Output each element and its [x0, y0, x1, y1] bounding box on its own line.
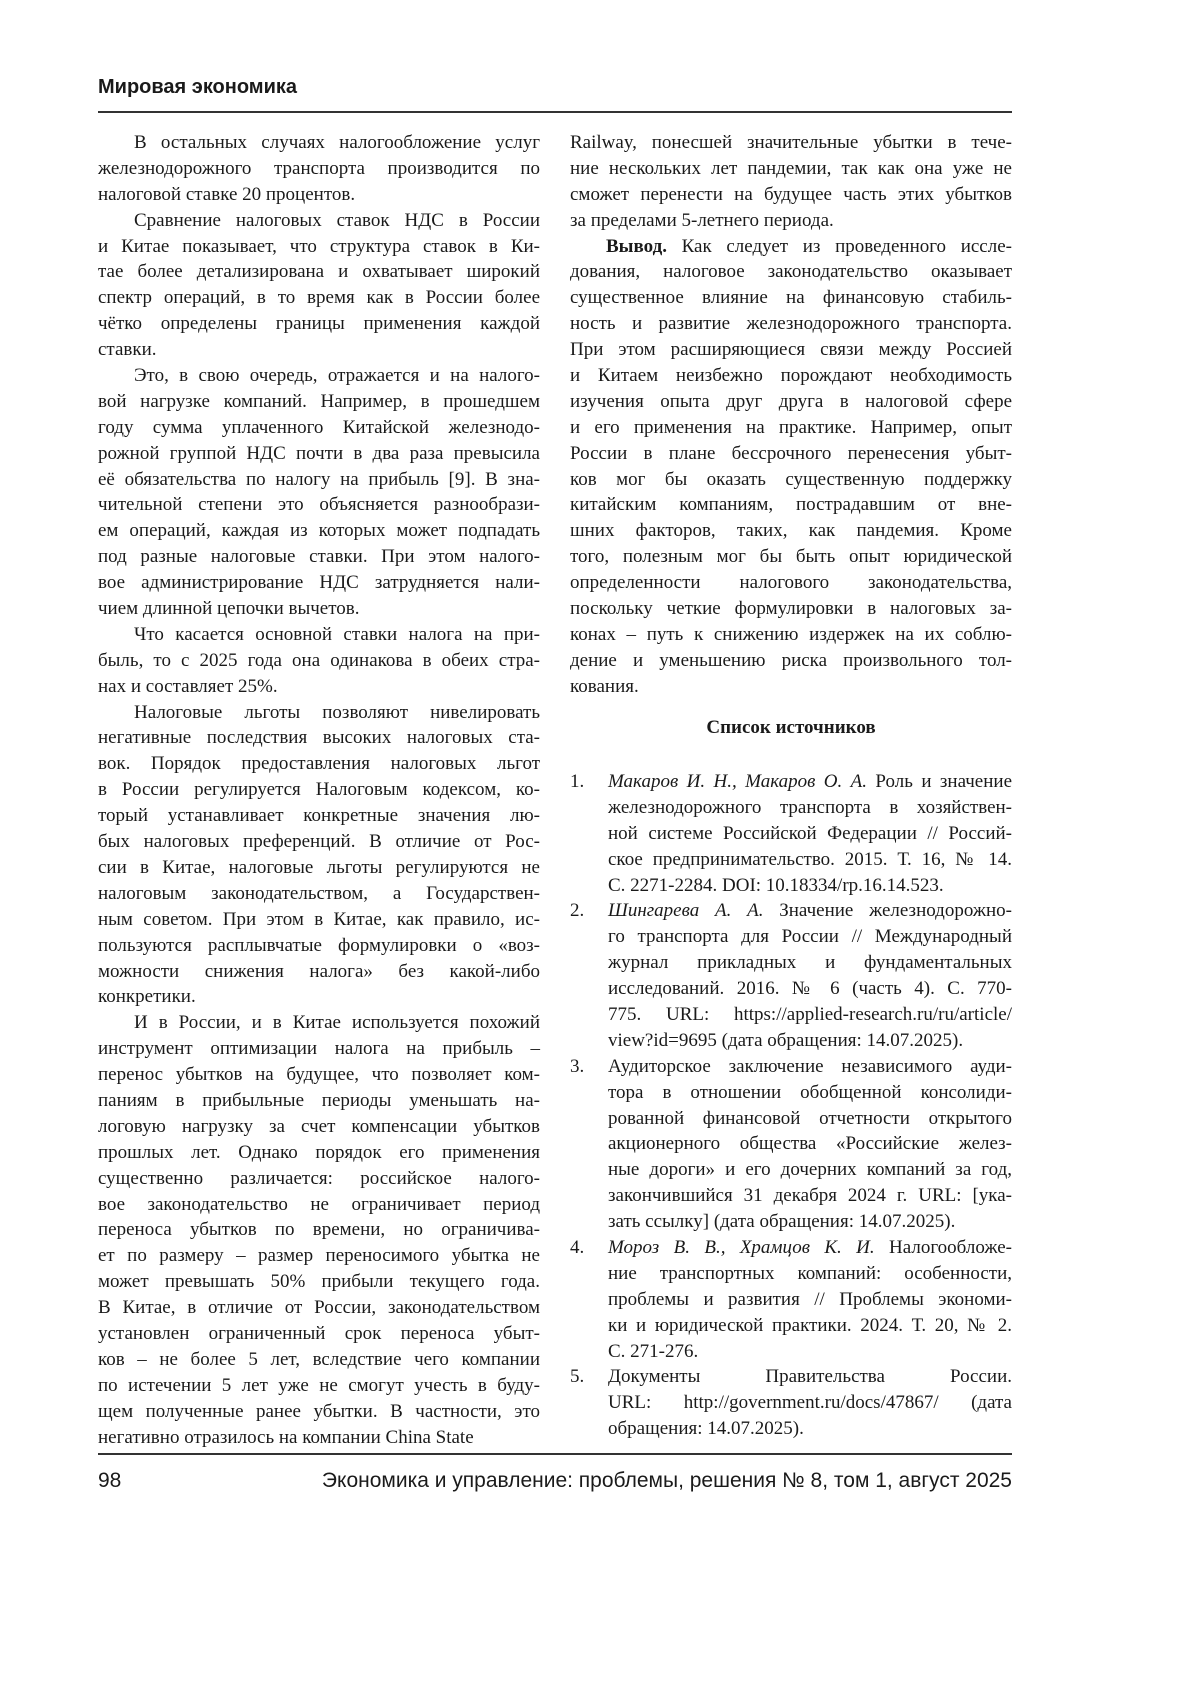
text-line: нах и составляет 25%. [98, 674, 540, 700]
text-line [570, 234, 1012, 260]
reference-number: 1. [570, 769, 584, 795]
paragraph [98, 700, 540, 1011]
text-line [608, 1183, 1012, 1209]
text-line-content: железнодорожного транспорта в хозяйствен- [608, 797, 1012, 818]
text-line [608, 1313, 1012, 1339]
text-line-content: Аудиторское заключение независимого ауди- [608, 1056, 1012, 1077]
text-line [608, 898, 1012, 924]
paragraph [570, 234, 1012, 700]
text-line: ным советом. При этом в Китае, как правило, ис- [98, 907, 540, 933]
text-line: ков – не более 5 лет, вследствие чего компании [98, 1347, 540, 1373]
reference-body [608, 898, 1012, 1053]
text-line: При этом расширяющиеся связи между Россией [570, 337, 1012, 363]
text-line-content: С. 2271-2284. DOI: 10.18334/rp.16.14.523. [608, 875, 944, 896]
text-line [608, 1287, 1012, 1313]
text-line: щем полученные ранее убытки. В частности, это [98, 1399, 540, 1425]
text-line [608, 847, 1012, 873]
text-line [608, 769, 1012, 795]
text-line: кования. [570, 674, 1012, 700]
text-line: конах – путь к снижению издержек на их соблю- [570, 622, 1012, 648]
text-line: поскольку четкие формулировки в налоговых за- [570, 596, 1012, 622]
text-line: рожной группой НДС почти в два раза превысила [98, 441, 540, 467]
text-line [608, 795, 1012, 821]
text-line: может превышать 50% прибыли текущего года. [98, 1269, 540, 1295]
reference-author: Мороз В. В., Храмцов К. И. [608, 1237, 875, 1258]
text-line-content: ки и юридической практики. 2024. Т. 20, № 2. [608, 1315, 1012, 1336]
text-line: вое администрирование НДС затрудняется нали- [98, 570, 540, 596]
reference-body [608, 1235, 1012, 1364]
text-line-content: ние транспортных компаний: особенности, [608, 1263, 1012, 1284]
reference-item [570, 1364, 1012, 1442]
references-list [570, 769, 1012, 1442]
text-line-content: Налогообложе- [875, 1237, 1012, 1258]
text-line [608, 821, 1012, 847]
text-line: за пределами 5-летнего периода. [570, 208, 1012, 234]
text-line: чётко определены границы применения каждой [98, 311, 540, 337]
text-line: году сумма уплаченного Китайской железнодо- [98, 415, 540, 441]
section-header: Мировая экономика [98, 76, 297, 99]
text-line: ставки. [98, 337, 540, 363]
text-line: ем операций, каждая из которых может подпадать [98, 518, 540, 544]
text-line: прошлых лет. Однако порядок его применения [98, 1140, 540, 1166]
text-line-content: Как следует из проведенного иссле- [682, 236, 1012, 257]
text-line [608, 1209, 1012, 1235]
text-line: ность и развитие железнодорожного транспорта. [570, 311, 1012, 337]
text-line: вой нагрузке компаний. Например, в прошедшем [98, 389, 540, 415]
text-line-content: акционерного общества «Российские желез- [608, 1133, 1012, 1154]
text-line: её обязательства по налогу на прибыль [9]. В зна- [98, 467, 540, 493]
text-line-content: ные дороги» и его дочерних компаний за год, [608, 1159, 1012, 1180]
text-line-content: го транспорта для России // Международный [608, 926, 1012, 947]
text-line: паниям в прибыльные периоды уменьшать на- [98, 1088, 540, 1114]
reference-author: Шингарева А. А. [608, 900, 763, 921]
text-line-content: обращения: 14.07.2025). [608, 1418, 804, 1439]
text-line [608, 1054, 1012, 1080]
text-line [608, 1339, 1012, 1365]
reference-item [570, 1235, 1012, 1364]
reference-body [608, 1054, 1012, 1235]
text-line [608, 1235, 1012, 1261]
left-column [98, 130, 540, 1450]
text-line: Railway, понесшей значительные убытки в тече- [570, 130, 1012, 156]
text-line: негативно отразилось на компании China State [98, 1425, 540, 1451]
text-line: переноса убытков по времени, но ограничива- [98, 1217, 540, 1243]
text-line: чием длинной цепочки вычетов. [98, 596, 540, 622]
text-line: чительной степени это объясняется разнообрази- [98, 492, 540, 518]
text-line: быль, то с 2025 года она одинакова в обеих стра- [98, 648, 540, 674]
text-line: пользуются расплывчатые формулировки о «воз- [98, 933, 540, 959]
text-line: железнодорожного транспорта производится по [98, 156, 540, 182]
paragraph [98, 363, 540, 622]
text-line: определенности налогового законодательства, [570, 570, 1012, 596]
text-line: изучения опыта друг друга в налоговой сфере [570, 389, 1012, 415]
text-line-content: Значение железнодорожно- [763, 900, 1012, 921]
text-line: и его применения на практике. Например, опыт [570, 415, 1012, 441]
text-line: дования, налоговое законодательство оказывает [570, 259, 1012, 285]
text-line [608, 1028, 1012, 1054]
text-line [608, 1002, 1012, 1028]
text-line-content: С. 271-276. [608, 1341, 698, 1362]
paragraph [98, 208, 540, 363]
text-line: тае более детализирована и охватывает широкий [98, 259, 540, 285]
paragraph [570, 130, 1012, 234]
text-line: существенное влияние на финансовую стабиль- [570, 285, 1012, 311]
reference-body [608, 1364, 1012, 1442]
text-line: налоговой ставке 20 процентов. [98, 182, 540, 208]
text-line: под разные налоговые ставки. При этом налого- [98, 544, 540, 570]
text-line-content: URL: http://government.ru/docs/47867/ (дата [608, 1392, 1012, 1413]
text-line: бых налоговых преференций. В отличие от Рос- [98, 829, 540, 855]
text-line: установлен ограниченный срок переноса убыт- [98, 1321, 540, 1347]
text-line-content: рованной финансовой отчетности открытого [608, 1108, 1012, 1129]
text-line: дение и уменьшению риска произвольного тол- [570, 648, 1012, 674]
page-number: 98 [98, 1469, 121, 1493]
reference-item [570, 898, 1012, 1053]
text-line-content: ной системе Российской Федерации // Россий- [608, 823, 1012, 844]
text-line: ет по размеру – размер переносимого убытка не [98, 1243, 540, 1269]
text-line: торый устанавливает конкретные значения лю- [98, 803, 540, 829]
text-line: вое законодательство не ограничивает период [98, 1192, 540, 1218]
text-line: В остальных случаях налогообложение услуг [98, 130, 540, 156]
text-line: по истечении 5 лет уже не смогут учесть в буду- [98, 1373, 540, 1399]
text-line: можности снижения налога» без какой-либо [98, 959, 540, 985]
text-line: России в плане бессрочного перенесения убыт- [570, 441, 1012, 467]
reference-number: 3. [570, 1054, 584, 1080]
text-line: ков мог бы оказать существенную поддержку [570, 467, 1012, 493]
conclusion-label: Вывод. [606, 236, 667, 257]
text-line [608, 1364, 1012, 1390]
journal-info: Экономика и управление: проблемы, решения № 8, том 1, август 2025 [322, 1469, 1012, 1493]
text-line: ние нескольких лет пандемии, так как она уже не [570, 156, 1012, 182]
paragraph [98, 130, 540, 208]
paragraph [98, 622, 540, 700]
text-line: логовую нагрузку за счет компенсации убытков [98, 1114, 540, 1140]
text-line-content: 775. URL: https://applied-research.ru/ru/article/ [608, 1004, 1012, 1025]
reference-number: 4. [570, 1235, 584, 1261]
text-line: сможет перенести на будущее часть этих убытков [570, 182, 1012, 208]
text-line: и Китае показывает, что структура ставок в Ки- [98, 234, 540, 260]
text-line: того, полезным мог бы быть опыт юридической [570, 544, 1012, 570]
reference-body [608, 769, 1012, 898]
text-line-content: Документы Правительства России. [608, 1366, 1012, 1387]
text-line-content: тора в отношении обобщенной консолиди- [608, 1082, 1012, 1103]
text-line [608, 950, 1012, 976]
text-line [608, 924, 1012, 950]
text-line [608, 1080, 1012, 1106]
text-line: шних факторов, таких, как пандемия. Кроме [570, 518, 1012, 544]
text-line: вок. Порядок предоставления налоговых льгот [98, 751, 540, 777]
text-line: Сравнение налоговых ставок НДС в России [98, 208, 540, 234]
text-line-content: Роль и значение [867, 771, 1012, 792]
paragraph [98, 1010, 540, 1450]
text-line: И в России, и в Китае используется похожий [98, 1010, 540, 1036]
text-line: существенно различается: российское налого- [98, 1166, 540, 1192]
text-line: сии в Китае, налоговые льготы регулируются не [98, 855, 540, 881]
text-line [608, 1416, 1012, 1442]
text-line-content: view?id=9695 (дата обращения: 14.07.2025). [608, 1030, 963, 1051]
text-line-content: журнал прикладных и фундаментальных [608, 952, 1012, 973]
text-line [608, 976, 1012, 1002]
text-line [608, 1390, 1012, 1416]
references-title: Список источников [570, 717, 1012, 739]
reference-number: 5. [570, 1364, 584, 1390]
text-line-content: исследований. 2016. № 6 (часть 4). С. 770- [608, 978, 1012, 999]
text-line: перенос убытков на будущее, что позволяет ком- [98, 1062, 540, 1088]
reference-item [570, 1054, 1012, 1235]
text-line: и Китаем неизбежно порождают необходимость [570, 363, 1012, 389]
text-line: В Китае, в отличие от России, законодательством [98, 1295, 540, 1321]
text-line [608, 873, 1012, 899]
footer-rule [98, 1453, 1012, 1455]
text-line: налоговым законодательством, а Государствен- [98, 881, 540, 907]
text-line: негативные последствия высоких налоговых ста- [98, 725, 540, 751]
text-line-content: проблемы и развития // Проблемы экономи- [608, 1289, 1012, 1310]
text-line [608, 1157, 1012, 1183]
text-line: в России регулируется Налоговым кодексом, ко- [98, 777, 540, 803]
text-line: Это, в свою очередь, отражается и на налого- [98, 363, 540, 389]
right-column [570, 130, 1012, 700]
reference-number: 2. [570, 898, 584, 924]
text-line-content: зать ссылку] (дата обращения: 14.07.2025). [608, 1211, 955, 1232]
text-line: Что касается основной ставки налога на при- [98, 622, 540, 648]
text-line: конкретики. [98, 984, 540, 1010]
text-line [608, 1261, 1012, 1287]
text-line-content: ское предпринимательство. 2015. Т. 16, № 14. [608, 849, 1012, 870]
text-line [608, 1131, 1012, 1157]
text-line-content: закончившийся 31 декабря 2024 г. URL: [ука- [608, 1185, 1012, 1206]
text-line: спектр операций, в то время как в России более [98, 285, 540, 311]
header-rule [98, 111, 1012, 113]
text-line: инструмент оптимизации налога на прибыль – [98, 1036, 540, 1062]
text-line: Налоговые льготы позволяют нивелировать [98, 700, 540, 726]
reference-item [570, 769, 1012, 898]
reference-author: Макаров И. Н., Макаров О. А. [608, 771, 867, 792]
text-line [608, 1106, 1012, 1132]
text-line: китайским компаниям, пострадавшим от вне- [570, 492, 1012, 518]
